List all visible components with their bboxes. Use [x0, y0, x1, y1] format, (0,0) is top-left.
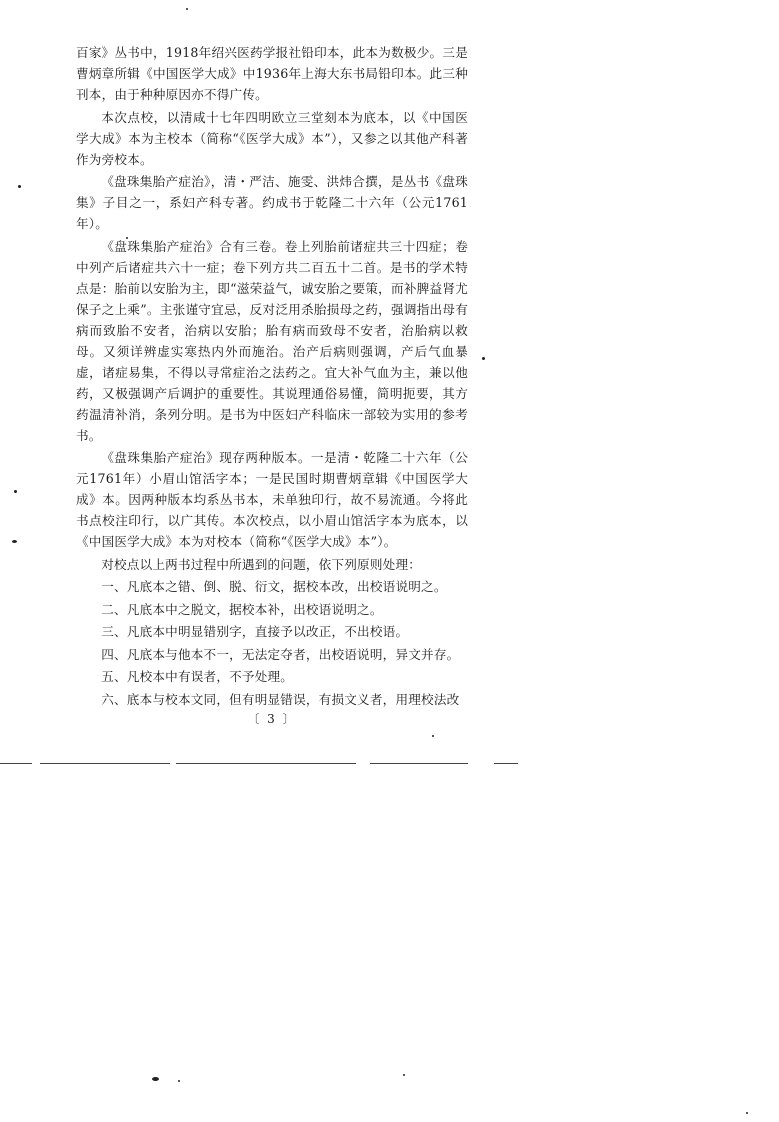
- page-fold-line-segment: [176, 763, 356, 764]
- rule-item-4: 四、凡底本与他本不一，无法定夺者，出校语说明，异文并存。: [101, 646, 460, 662]
- scan-speck: [18, 185, 21, 188]
- page-fold-line-segment: [0, 763, 32, 764]
- paragraph-book-introduction: 《盘珠集胎产症治》，清・严洁、施雯、洪炜合撰，是丛书《盘珠集》子目之一，系妇产科专著。约成书于乾隆二十六年（公元1761年）。: [76, 174, 468, 231]
- page-fold-line-segment: [370, 763, 468, 764]
- scan-speck: [14, 490, 17, 493]
- scan-speck: [482, 357, 485, 360]
- scan-speck: [178, 1080, 180, 1082]
- paragraph-existing-versions: 《盘珠集胎产症治》现存两种版本。一是清・乾隆二十六年（公元1761年）小眉山馆活字本；一是民国时期曹炳章辑《中国医学大成》本。因两种版本均系丛书本，未单独印行，故不易流通。今将此书点校注印行，以广其传。本次校点，以小眉山馆活字本为底本，以《中国医学大成》本为对校本（简称“《医学大成》本”）。: [76, 450, 468, 549]
- rule-item-2: 二、凡底本中之脱文，据校本补，出校语说明之。: [101, 601, 383, 617]
- scan-speck: [152, 1077, 159, 1081]
- rule-item-5: 五、凡校本中有误者，不予处理。: [101, 669, 294, 684]
- scan-speck: [746, 1112, 748, 1114]
- paragraph-editions-continued: 百家》丛书中，1918年绍兴医药学报社铅印本，此本为数极少。三是曹炳章所辑《中国医学大成》中1936年上海大东书局铅印本。此三种刊本，由于种种原因亦不得广传。: [76, 45, 468, 102]
- body-text: [76, 42, 468, 711]
- page-number: 〔 3 〕: [247, 712, 297, 726]
- rule-item-6: 六、底本与校本文同，但有明显错误，有损文义者，用理校法改: [101, 691, 460, 707]
- page-fold-line-segment: [40, 763, 170, 764]
- paragraph-book-content: 《盘珠集胎产症治》合有三卷。卷上列胎前诸症共三十四症；卷中列产后诸症共六十一症；卷下列方共二百五十二首。是书的学术特点是：胎前以安胎为主，即“滋荣益气，诚安胎之要策，而补脾益肾尤保子之上乘”。主张谨守宜忌，反对泛用杀胎损母之药，强调指出母有病而致胎不安者，治病以安胎；胎有病而致母不安者，治胎病以救母。又须详辨虚实寒热内外而施治。治产后病则强调，产后气血暴虚，诸症易集，不得以寻常症治之法药之。宜大补气血为主，兼以他药，又极强调产后调护的重要性。其说理通俗易懂，简明扼要，其方药温清补消，条列分明。是书为中医妇产科临床一部较为实用的参考书。: [76, 238, 468, 443]
- paragraph-principles-intro: 对校点以上两书过程中所遇到的问题，依下列原则处理：: [101, 556, 422, 572]
- page-fold-line-segment: [494, 763, 518, 764]
- scan-speck: [432, 735, 434, 737]
- scan-speck: [186, 8, 188, 10]
- paragraph-collation-basis: 本次点校，以清咸十七年四明欧立三堂刻本为底本，以《中国医学大成》本为主校本（简称“《医学大成》本”），又参之以其他产科著作为旁校本。: [76, 109, 468, 167]
- rule-item-3: 三、凡底本中明显错别字，直接予以改正，不出校语。: [101, 624, 409, 639]
- scan-speck: [126, 237, 128, 239]
- rule-item-1: 一、凡底本之错、倒、脱、衍文，据校本改，出校语说明之。: [101, 579, 447, 594]
- collation-rules-list: [76, 576, 468, 710]
- scan-speck: [403, 1074, 405, 1076]
- scan-speck: [12, 540, 17, 543]
